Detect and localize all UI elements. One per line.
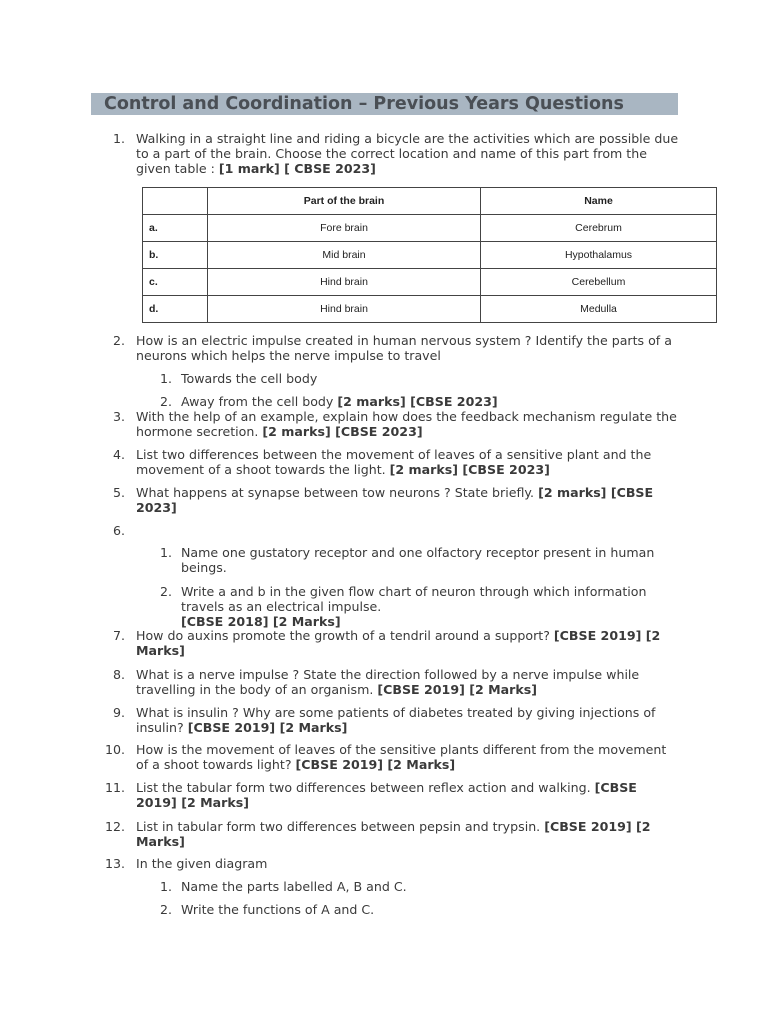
question-number: 10. xyxy=(104,742,125,757)
sub-question-text: Write a and b in the given flow chart of neuron through which information travels as an electrical impulse. xyxy=(181,584,647,614)
question-number: 1. xyxy=(112,131,125,146)
question-2 xyxy=(136,333,681,363)
sub-question-number: 1. xyxy=(159,545,172,560)
question-tag: [CBSE 2019] [2 Marks] xyxy=(136,819,651,849)
question-9 xyxy=(136,705,681,735)
question-tag: [CBSE 2018] [2 Marks] xyxy=(181,614,341,629)
question-text: List the tabular form two differences between reflex action and walking. xyxy=(136,780,591,795)
sub-question xyxy=(181,584,661,629)
table-cell: Fore brain xyxy=(208,215,481,242)
question-text: In the given diagram xyxy=(136,856,268,871)
table-cell: c. xyxy=(143,269,208,296)
table-header-cell: Name xyxy=(481,188,717,215)
sub-question-number: 2. xyxy=(159,394,172,409)
table-cell: d. xyxy=(143,296,208,323)
question-number: 9. xyxy=(112,705,125,720)
question-tag: [2 marks] [CBSE 2023] xyxy=(136,485,654,515)
question-tag: [CBSE 2019] [2 Marks] xyxy=(295,757,456,772)
question-text: How is the movement of leaves of the sensitive plants different from the movement of a shoot towards light? xyxy=(136,742,667,772)
question-text: What happens at synapse between tow neurons ? State briefly. xyxy=(136,485,535,500)
table-cell: Hind brain xyxy=(208,296,481,323)
sub-question-number: 2. xyxy=(159,584,172,599)
sub-question-text: Away from the cell body xyxy=(181,394,334,409)
table-cell: Hypothalamus xyxy=(481,242,717,269)
question-text: Walking in a straight line and riding a bicycle are the activities which are possible due to a part of the brain. Choose the correct location and name of this part from the given table : xyxy=(136,131,679,176)
question-number: 11. xyxy=(104,780,125,795)
table-cell: a. xyxy=(143,215,208,242)
question-number: 7. xyxy=(112,628,125,643)
sub-question xyxy=(181,394,661,409)
question-tag: [CBSE 2019] [2 Marks] xyxy=(136,628,661,658)
question-number: 3. xyxy=(112,409,125,424)
question-text: With the help of an example, explain how does the feedback mechanism regulate the hormone secretion. xyxy=(136,409,677,439)
question-text: How is an electric impulse created in human nervous system ? Identify the parts of a neurons which helps the nerve impulse to travel xyxy=(136,333,672,363)
question-number: 6. xyxy=(112,523,125,538)
question-tag: [2 marks] [CBSE 2023] xyxy=(337,394,498,409)
question-13 xyxy=(136,856,681,871)
question-text: How do auxins promote the growth of a tendril around a support? xyxy=(136,628,550,643)
page-title: Control and Coordination – Previous Years Questions xyxy=(104,94,624,114)
question-7 xyxy=(136,628,681,658)
table-header-cell xyxy=(143,188,208,215)
question-number: 5. xyxy=(112,485,125,500)
question-10 xyxy=(136,742,681,772)
table-row xyxy=(143,215,717,242)
table-header-cell: Part of the brain xyxy=(208,188,481,215)
question-tag: [CBSE 2019] [2 Marks] xyxy=(187,720,348,735)
question-tag: [2 marks] [CBSE 2023] xyxy=(389,462,550,477)
question-tag: [2 marks] [CBSE 2023] xyxy=(262,424,423,439)
sub-question: Towards the cell body xyxy=(181,371,318,386)
sub-question-number: 1. xyxy=(159,879,172,894)
question-tag: [1 mark] [ CBSE 2023] xyxy=(218,161,376,176)
question-11 xyxy=(136,780,681,810)
question-text: What is insulin ? Why are some patients of diabetes treated by giving injections of insulin? xyxy=(136,705,656,735)
question-number: 8. xyxy=(112,667,125,682)
brain-parts-table xyxy=(142,187,717,323)
question-1 xyxy=(136,131,681,176)
question-12 xyxy=(136,819,681,849)
question-number: 2. xyxy=(112,333,125,348)
question-tag: [CBSE 2019] [2 Marks] xyxy=(136,780,637,810)
question-text: What is a nerve impulse ? State the direction followed by a nerve impulse while travelling in the body of an organism. xyxy=(136,667,640,697)
table-row xyxy=(143,296,717,323)
table-cell: Cerebrum xyxy=(481,215,717,242)
sub-question: Write the functions of A and C. xyxy=(181,902,375,917)
question-tag: [CBSE 2019] [2 Marks] xyxy=(377,682,537,697)
table-header-row xyxy=(143,188,717,215)
question-number: 12. xyxy=(104,819,125,834)
table-cell: Medulla xyxy=(481,296,717,323)
sub-question: Name the parts labelled A, B and C. xyxy=(181,879,407,894)
table-row xyxy=(143,269,717,296)
table-row xyxy=(143,242,717,269)
table-cell: Hind brain xyxy=(208,269,481,296)
question-text: List two differences between the movement of leaves of a sensitive plant and the movement of a shoot towards the light. xyxy=(136,447,652,477)
question-text: List in tabular form two differences between pepsin and trypsin. xyxy=(136,819,541,834)
table-cell: Mid brain xyxy=(208,242,481,269)
table-cell: b. xyxy=(143,242,208,269)
question-3 xyxy=(136,409,681,439)
sub-question-number: 2. xyxy=(159,902,172,917)
sub-question-number: 1. xyxy=(159,371,172,386)
sub-question: Name one gustatory receptor and one olfactory receptor present in human beings. xyxy=(181,545,655,575)
question-4 xyxy=(136,447,681,477)
question-5 xyxy=(136,485,681,515)
question-number: 4. xyxy=(112,447,125,462)
table-cell: Cerebellum xyxy=(481,269,717,296)
question-8 xyxy=(136,667,681,697)
question-number: 13. xyxy=(104,856,125,871)
